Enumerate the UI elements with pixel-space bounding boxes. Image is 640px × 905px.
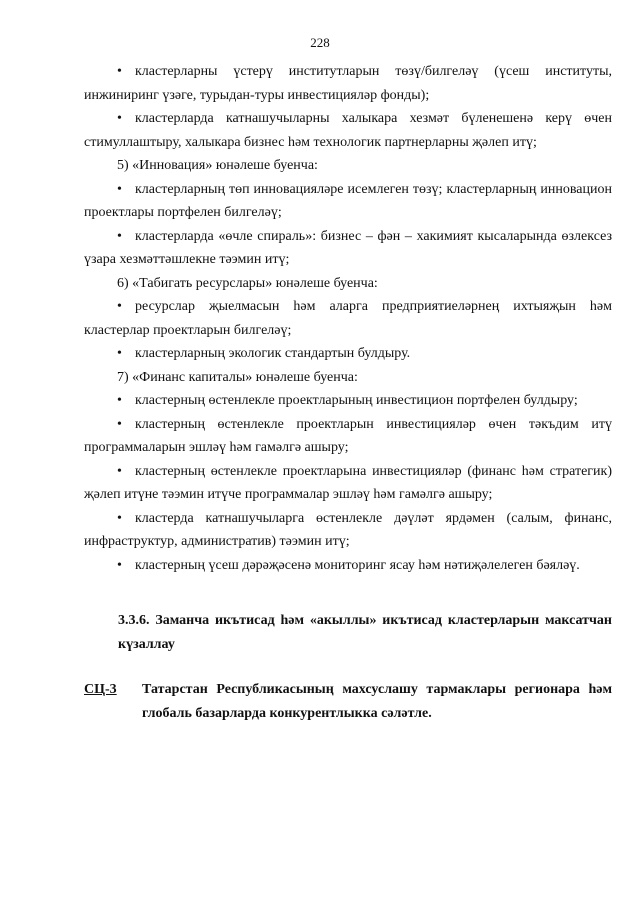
numbered-item: 6) «Табигать ресурслары» юнәлеше буенча: (117, 275, 378, 291)
list-item: • кластерның өстенлекле проектларына инвестицияләр (финанс һәм стратегик) җәлеп итүне тәэмин итүче программалар эшләү һәм гамәлгә ашыру; (84, 460, 612, 507)
bullet-icon: • (117, 111, 122, 126)
list-item: • ресурслар җыелмасын һәм аларга предприятиеләрнең ихтыяҗын һәм кластерлар проектларын билгеләү; (84, 295, 612, 342)
list-item: • кластерның өстенлекле проектларын инвестицияләр өчен тәкъдим итү программаларын эшләү һәм гамәлгә ашыру; (84, 413, 612, 460)
bullet-icon: • (117, 181, 122, 197)
bullet-icon: • (117, 299, 122, 314)
bullet-icon: • (117, 557, 122, 573)
bullet-icon: • (117, 64, 122, 79)
list-item: • кластерларның экологик стандартын булдыру. (84, 342, 612, 366)
body-text (84, 60, 612, 577)
list-item: • кластерның өстенлекле проектларының инвестицион портфелен булдыру; (84, 389, 612, 413)
scenario-text: Татарстан Республикасының махсуслашу тармаклары регионара һәм глобаль базарларда конкурентлыкка сәләтле. (142, 682, 612, 721)
bullet-icon: • (117, 393, 122, 408)
section-heading: 3.3.6. Заманча икътисад һәм «акыллы» икътисад кластерларын максатчан күзаллау (118, 613, 612, 652)
list-item: • кластерларның төп инновацияләре исемлеген төзү; кластерларның инновацион проектлары портфелен билгеләү; (84, 178, 612, 225)
bullet-icon: • (117, 463, 122, 479)
bullet-icon: • (117, 416, 122, 432)
list-item: • кластерларны үстерү институтларын төзү/билгеләү (үсеш институты, инжиниринг үзәге, турыдан-туры инвестицияләр фонды); (84, 60, 612, 107)
list-item: • кластерның үсеш дәрәҗәсенә мониторинг ясау һәм нәтиҗәлелеген бәяләү. (84, 554, 612, 578)
list-item: • кластерларда катнашучыларны халыкара хезмәт бүленешенә керү өчен стимуллаштыру, халыкара бизнес һәм технологик партнерларны җәлеп итү; (84, 107, 612, 154)
numbered-item: 5) «Инновация» юнәлеше буенча: (117, 158, 318, 173)
bullet-icon: • (117, 346, 122, 361)
list-item: • кластерларда «өчле спираль»: бизнес – фән – хакимият кысаларында өзлексез үзара хезмәттәшлекне тәэмин итү; (84, 225, 612, 272)
scenario-code: СЦ-3 (84, 682, 117, 697)
page-number: 228 (310, 35, 330, 50)
list-item: • кластерда катнашучыларга өстенлекле дәүләт ярдәмен (салым, финанс, инфраструктур, административ) тәэмин итү; (84, 507, 612, 554)
bullet-icon: • (117, 510, 122, 526)
numbered-item: 7) «Финанс капиталы» юнәлеше буенча: (117, 369, 358, 385)
bullet-icon: • (117, 228, 122, 244)
